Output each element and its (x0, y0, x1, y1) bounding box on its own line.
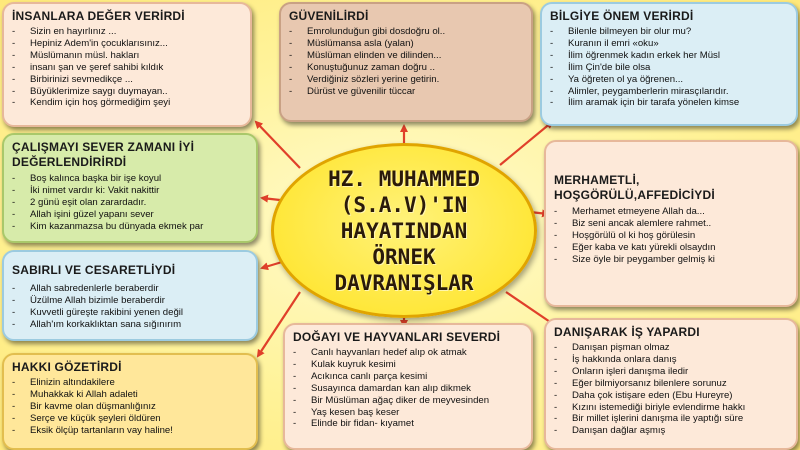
list-item: - Susayınca damardan kan alıp dikmek (293, 383, 523, 395)
box-bilgi-list (550, 26, 788, 109)
list-item: - 2 günü eşit olan zarardadır. (12, 197, 248, 209)
list-item: - Kuranın il emri «oku» (550, 38, 788, 50)
box-hakki-title: HAKKI GÖZETİRDİ (12, 360, 122, 374)
box-dogayi-title: DOĞAYI VE HAYVANLARI SEVERDİ (293, 330, 501, 344)
list-item: - İlim Çin'de bile olsa (550, 62, 788, 74)
list-item: - Alimler, peygamberlerin mirasçılarıdır. (550, 86, 788, 98)
arrow-to-calismayi (262, 198, 280, 200)
list-item: - İş hakkında onlara danış (554, 354, 788, 366)
box-insanlara-title: İNSANLARA DEĞER VERİRDİ (12, 9, 185, 23)
box-merhametli-list (554, 206, 788, 266)
list-item: - Bir millet işlerini danışma ile yaptığı süre (554, 413, 788, 425)
box-bilgi (540, 2, 798, 126)
list-item: - Allah işini güzel yapanı sever (12, 209, 248, 221)
list-item: - Size öyle bir peygamber gelmiş ki (554, 254, 788, 266)
box-calismayi-title: ÇALIŞMAYI SEVER ZAMANI İYİ DEĞERLENDİRİRDİ (12, 140, 195, 169)
box-sabirli (2, 250, 258, 341)
list-item: - Eksik ölçüp tartanların vay haline! (12, 425, 248, 437)
box-insanlara (2, 2, 252, 127)
list-item: - Allah sabredenlerle beraberdir (12, 283, 248, 295)
list-item: - Kim kazanmazsa bu dünyada ekmek par (12, 221, 248, 233)
arrow-to-insanlara (256, 122, 300, 168)
list-item: - Canlı hayvanları hedef alıp ok atmak (293, 347, 523, 359)
box-hakki (2, 353, 258, 450)
list-item: - Eğer bilmiyorsanız bilenlere sorunuz (554, 378, 788, 390)
box-guvenilir-list (289, 26, 523, 97)
arrow-to-sabirli (262, 262, 282, 268)
list-item: - Müslüman elinden ve dilinden... (289, 50, 523, 62)
list-item: - Ya öğreten ol ya öğrenen... (550, 74, 788, 86)
list-item: - Yaş kesen baş keser (293, 407, 523, 419)
list-item: - Elinizin altındakilere (12, 377, 248, 389)
box-danisarak-title: DANIŞARAK İŞ YAPARDI (554, 325, 700, 339)
list-item: - Daha çok istişare eden (Ebu Hureyre) (554, 390, 788, 402)
center-title: HZ. MUHAMMED (S.A.V)'IN HAYATINDAN ÖRNEK DAVRANIŞLAR (328, 166, 480, 295)
list-item: - İlim öğrenmek kadın erkek her Müsl (550, 50, 788, 62)
list-item: - Danışan pişman olmaz (554, 342, 788, 354)
list-item: - insanı şan ve şeref sahibi kıldık (12, 62, 242, 74)
box-danisarak (544, 318, 798, 450)
list-item: - Eğer kaba ve katı yürekli olsaydın (554, 242, 788, 254)
list-item: - Müslümanın müsl. hakları (12, 50, 242, 62)
list-item: - İki nimet vardır ki: Vakit nakittir (12, 185, 248, 197)
list-item: - Dürüst ve güvenilir tüccar (289, 86, 523, 98)
list-item: - Acıkınca canlı parça kesimi (293, 371, 523, 383)
list-item: - Birbirinizi sevmedikçe ... (12, 74, 242, 86)
list-item: - Bir Müslüman ağaç diker de meyvesinden (293, 395, 523, 407)
list-item: - Hoşgörülü ol ki hoş görülesin (554, 230, 788, 242)
list-item: - Merhamet etmeyene Allah da... (554, 206, 788, 218)
box-guvenilir-title: GÜVENİLİRDİ (289, 9, 369, 23)
list-item: - Emrolunduğun gibi dosdoğru ol.. (289, 26, 523, 38)
list-item: - Biz seni ancak alemlere rahmet.. (554, 218, 788, 230)
list-item: - Elinde bir fidan- kıyamet (293, 418, 523, 430)
box-sabirli-list (12, 283, 248, 331)
list-item: - Müslümansa asla (yalan) (289, 38, 523, 50)
box-calismayi (2, 133, 258, 243)
box-insanlara-list (12, 26, 242, 109)
list-item: - Sizin en hayırlınız ... (12, 26, 242, 38)
list-item: - Üzülme Allah bizimle beraberdir (12, 295, 248, 307)
list-item: - Kulak kuyruk kesimi (293, 359, 523, 371)
list-item: - Kendim için hoş görmediğim şeyi (12, 97, 242, 109)
list-item: - Bir kavme olan düşmanlığınız (12, 401, 248, 413)
list-item: - Muhakkak ki Allah adaleti (12, 389, 248, 401)
list-item: - Danışan dağlar aşmış (554, 425, 788, 437)
box-dogayi (283, 323, 533, 450)
list-item: - Bilenle bilmeyen bir olur mu? (550, 26, 788, 38)
list-item: - Boş kalınca başka bir işe koyul (12, 173, 248, 185)
center-oval (271, 143, 537, 318)
list-item: - Kuvvetli güreşte rakibini yenen değil (12, 307, 248, 319)
list-item: - Hepiniz Adem'in çocuklarısınız... (12, 38, 242, 50)
box-hakki-list (12, 377, 248, 437)
box-sabirli-title: SABIRLI VE CESARETLİYDİ (12, 263, 176, 277)
list-item: - Onların işleri danışma iledir (554, 366, 788, 378)
box-bilgi-title: BİLGİYE ÖNEM VERİRDİ (550, 9, 694, 23)
list-item: - Konuştuğunuz zaman doğru .. (289, 62, 523, 74)
box-danisarak-list (554, 342, 788, 437)
list-item: - Verdiğiniz sözleri yerine getirin. (289, 74, 523, 86)
box-guvenilir (279, 2, 533, 122)
list-item: - Allah'ım korkaklıktan sana sığınırım (12, 319, 248, 331)
list-item: - Serçe ve küçük şeyleri öldüren (12, 413, 248, 425)
box-merhametli (544, 140, 798, 307)
box-dogayi-list (293, 347, 523, 430)
list-item: - İlim aramak için bir tarafa yönelen kimse (550, 97, 788, 109)
box-calismayi-list (12, 173, 248, 233)
list-item: - Kızını istemediği biriyle evlendirme hakkı (554, 402, 788, 414)
box-merhametli-title: MERHAMETLİ, HOŞGÖRÜLÜ,AFFEDİCİYDİ (554, 173, 715, 202)
list-item: - Büyüklerimize saygı duymayan.. (12, 86, 242, 98)
